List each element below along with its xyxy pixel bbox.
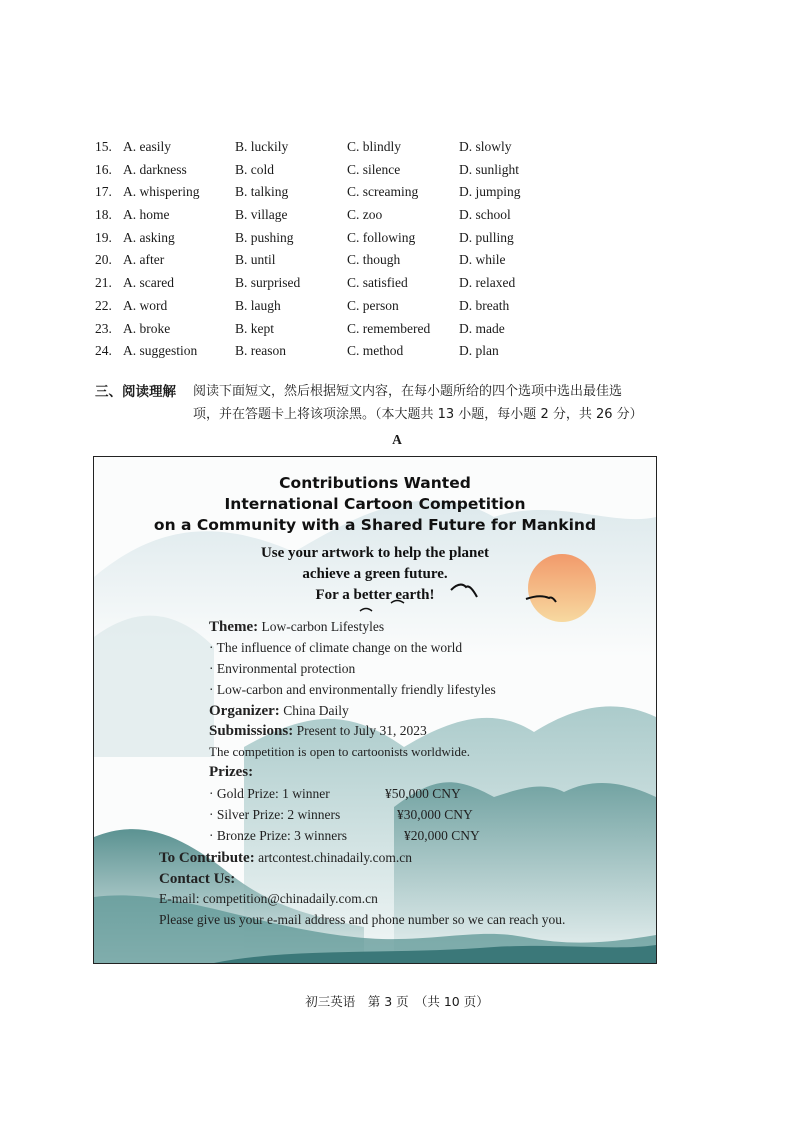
choice-row (95, 136, 615, 159)
contact-label: Contact Us: (159, 871, 236, 887)
question-number: 19. (95, 229, 112, 245)
poster-title-line-3: on a Community with a Shared Future for Mankind (153, 516, 597, 534)
prize-amount: ¥30,000 CNY (397, 807, 473, 822)
option-d: D. school (459, 207, 511, 223)
option-a: A. darkness (123, 161, 187, 177)
choice-row (95, 227, 615, 250)
prize-name: · Gold Prize: 1 winner (209, 786, 330, 801)
choice-row (95, 159, 615, 182)
poster-slogan-line-1: Use your artwork to help the planet (260, 545, 490, 561)
contribute-label: To Contribute: (159, 850, 255, 866)
option-c: C. silence (347, 161, 401, 177)
choice-row (95, 295, 615, 318)
question-number: 18. (95, 207, 112, 223)
email-line: E-mail: competition@chinadaily.com.cn (159, 891, 378, 906)
reach-line: Please give us your e-mail address and phone number so we can reach you. (159, 912, 566, 927)
option-a: A. word (123, 297, 168, 313)
submissions-line (209, 723, 427, 740)
theme-line (209, 619, 384, 636)
option-c: C. zoo (347, 207, 383, 223)
prize-name: · Silver Prize: 2 winners (209, 807, 341, 822)
section-title: 三、阅读理解 (95, 384, 176, 400)
option-a: A. after (123, 252, 165, 268)
prize-name: · Bronze Prize: 3 winners (209, 828, 347, 843)
option-d: D. jumping (459, 184, 521, 200)
poster-slogan-line-3: For a better earth! (315, 587, 435, 603)
choice-row (95, 181, 615, 204)
left-mist (94, 616, 214, 757)
question-number: 23. (95, 320, 112, 336)
choice-row (95, 318, 615, 341)
submissions-label: Submissions: (209, 723, 294, 739)
option-a: A. whispering (123, 184, 200, 200)
option-d: D. while (459, 252, 506, 268)
poster-title-line-2: International Cartoon Competition (224, 495, 526, 513)
choice-row (95, 249, 615, 272)
option-a: A. broke (123, 320, 171, 336)
theme-item: · Low-carbon and environmentally friendly lifestyles (209, 682, 496, 697)
contribute-url: artcontest.chinadaily.com.cn (258, 850, 413, 865)
option-c: C. blindly (347, 139, 402, 154)
prizes-label: Prizes: (209, 764, 254, 780)
choice-row (95, 204, 615, 227)
choice-row (95, 272, 615, 295)
theme-label: Theme: (209, 619, 259, 635)
contribute-line (159, 850, 412, 867)
option-d: D. plan (459, 343, 499, 359)
option-a: A. asking (123, 229, 175, 245)
choice-row (95, 340, 615, 363)
option-a: A. home (123, 207, 170, 223)
prize-amount: ¥20,000 CNY (404, 828, 480, 843)
option-d: D. relaxed (459, 275, 516, 291)
section-instruction-line-1: 阅读下面短文，然后根据短文内容，在每小题所给的四个选项中选出最佳选 (193, 384, 623, 399)
option-b: B. until (235, 252, 276, 268)
option-c: C. following (347, 229, 416, 245)
option-b: B. pushing (235, 229, 294, 245)
option-d: D. slowly (459, 139, 512, 154)
choice-table (95, 136, 615, 363)
option-c: C. person (347, 297, 399, 313)
option-c: C. method (347, 343, 404, 359)
option-a: A. easily (123, 139, 171, 154)
option-b: B. cold (235, 161, 274, 177)
contact-line (159, 871, 235, 888)
option-d: D. breath (459, 297, 510, 313)
organizer-label: Organizer: (209, 703, 280, 719)
option-c: C. remembered (347, 320, 431, 336)
option-b: B. surprised (235, 275, 301, 291)
competition-poster (93, 456, 657, 964)
option-a: A. suggestion (123, 343, 198, 359)
theme-value: Low-carbon Lifestyles (261, 619, 385, 634)
option-d: D. pulling (459, 229, 514, 245)
prizes-line (209, 764, 253, 781)
submissions-value: Present to July 31, 2023 (296, 723, 427, 738)
option-b: B. talking (235, 184, 289, 200)
prize-amount: ¥50,000 CNY (385, 786, 461, 801)
page-footer: 初三英语 第 3 页 （共 10 页） (305, 994, 489, 1009)
option-b: B. laugh (235, 297, 281, 313)
option-a: A. scared (123, 275, 174, 291)
question-number: 20. (95, 252, 112, 268)
organizer-value: China Daily (283, 703, 349, 718)
poster-slogan-line-2: achieve a green future. (302, 566, 448, 582)
question-number: 21. (95, 275, 112, 291)
passage-label: A (392, 432, 402, 447)
section-instruction-line-2: 项，并在答题卡上将该项涂黑。（本大题共 13 小题，每小题 2 分，共 26 分） (193, 407, 643, 422)
option-c: C. though (347, 252, 401, 268)
question-number: 24. (95, 343, 112, 359)
option-b: B. luckily (235, 139, 289, 154)
poster-title-line-1: Contributions Wanted (279, 474, 471, 492)
question-number: 16. (95, 161, 112, 177)
option-d: D. made (459, 320, 505, 336)
question-number: 22. (95, 297, 112, 313)
theme-item: · Environmental protection (209, 661, 356, 676)
question-number: 17. (95, 184, 112, 200)
question-number: 15. (95, 139, 112, 154)
open-note: The competition is open to cartoonists worldwide. (209, 744, 471, 759)
organizer-line (209, 703, 349, 720)
theme-item: · The influence of climate change on the world (209, 640, 463, 655)
option-d: D. sunlight (459, 161, 520, 177)
option-b: B. reason (235, 343, 286, 359)
option-b: B. kept (235, 320, 274, 336)
option-b: B. village (235, 207, 288, 223)
option-c: C. screaming (347, 184, 419, 200)
option-c: C. satisfied (347, 275, 408, 291)
